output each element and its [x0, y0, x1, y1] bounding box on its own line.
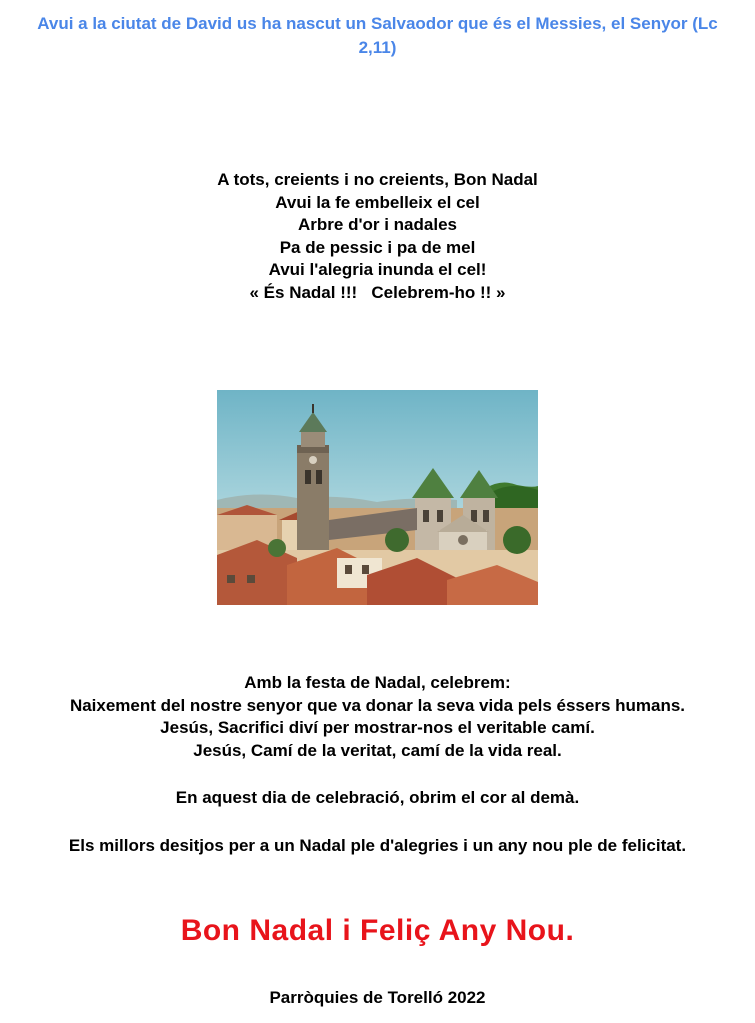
- wishes-line: Els millors desitjos per a un Nadal ple d'alegries i un any nou ple de felicitat.: [68, 835, 687, 855]
- poem-line: Arbre d'or i nadales: [298, 215, 457, 234]
- body-line: Jesús, Camí de la veritat, camí de la vida real.: [193, 740, 562, 760]
- poem-line: Pa de pessic i pa de mel: [279, 237, 476, 257]
- church-town-photo: [217, 390, 538, 605]
- bible-verse: Avui a la ciutat de David us ha nascut un Salvaodor que és el Messies, el Senyor (Lc 2,11): [37, 14, 718, 57]
- poem-line: A tots, creients i no creients, Bon Nadal: [217, 170, 538, 189]
- body-line: Naixement del nostre senyor que va donar la seva vida pels éssers humans.: [69, 695, 686, 715]
- holiday-greeting: Bon Nadal i Feliç Any Nou.: [180, 914, 575, 947]
- poem-line: Avui la fe embelleix el cel: [275, 192, 480, 212]
- intro-line: Amb la festa de Nadal, celebrem:: [244, 673, 511, 692]
- body-line: Jesús, Sacrifici diví per mostrar-nos el veritable camí.: [160, 718, 595, 737]
- celebration-line: En aquest dia de celebració, obrim el cor al demà.: [175, 788, 580, 807]
- message-body: [0, 672, 755, 857]
- signature: Parròquies de Torelló 2022: [269, 988, 486, 1007]
- poem-line: « És Nadal !!! Celebrem-ho !! »: [249, 282, 506, 302]
- christmas-poem: [0, 169, 755, 304]
- poem-line: Avui l'alegria inunda el cel!: [268, 260, 487, 279]
